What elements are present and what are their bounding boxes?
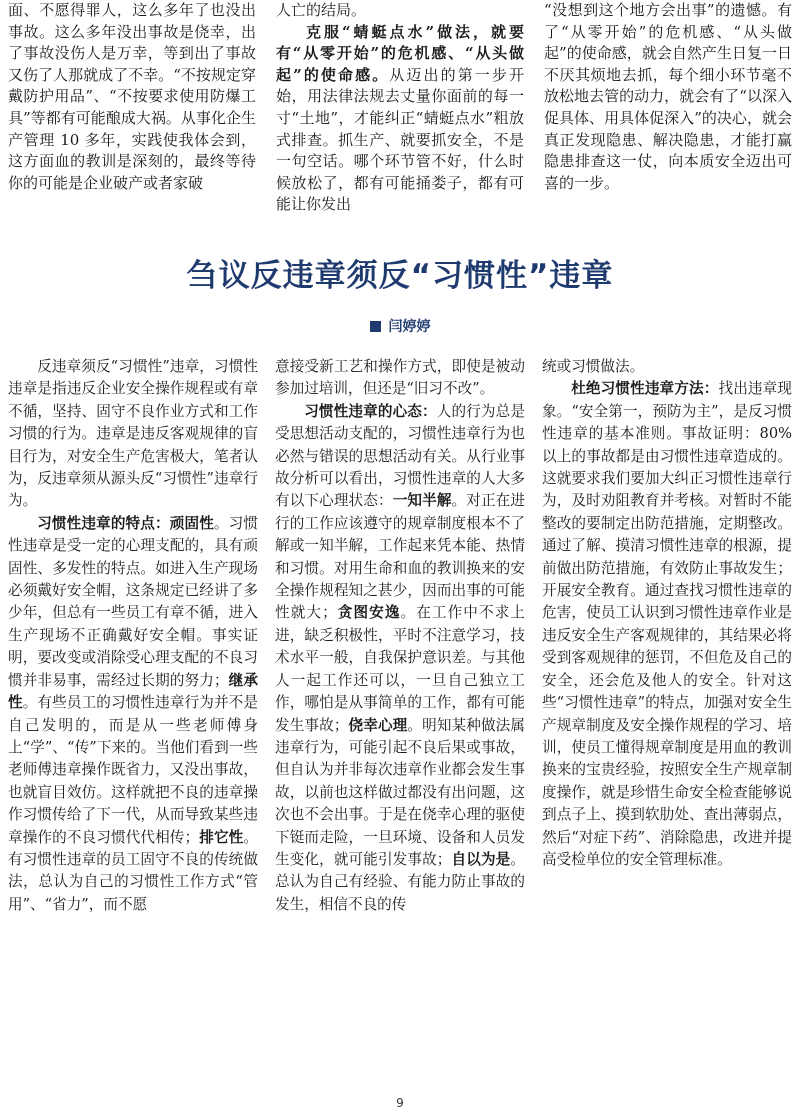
paragraph: 反违章须反“习惯性”违章，习惯性违章是指违反企业安全操作规程或有章不循，坚持、固守不良作业方式和工作习惯的行为。违章是违反客观规律的盲目行为，对安全生产危害极大，笔者认为，反违章须从源头反“习惯性”违章行为。 — [8, 358, 258, 510]
author-name: 闫婷婷 — [388, 319, 431, 335]
author-byline — [0, 316, 800, 336]
paragraph: 人亡的结局。 — [276, 1, 367, 19]
article-column-3 — [542, 356, 792, 1096]
page-number: 9 — [396, 1096, 404, 1110]
article-column-1 — [8, 356, 258, 1096]
article-column-2 — [275, 356, 525, 1096]
bold-lead: 克服“蜻蜓点水”做法，就要有“从零开始”的危机感、“从头做起”的使命感。 — [276, 22, 524, 84]
square-bullet-icon — [370, 321, 381, 332]
top-column-1 — [8, 0, 256, 238]
paragraph: 习惯性违章的特点：顽固性。习惯性违章是受一定的心理支配的，具有顽固性、多发性的特点。如进入生产现场必须戴好安全帽，这条规定已经讲了多少年，但总有一些员工有章不循，进入生产现场不正确戴好安全帽。事实证明，要改变或消除受心理支配的不良习惯并非易事，需经过长期的努力；继承性。有些员工的习惯性违章行为并不是自己发明的，而是从一些老师傅身上“学”、“传”下来的。当他们看到一些老师傅违章操作既省力，又没出事故，也就盲目效仿。这样就把不良的违章操作习惯传给了下一代，从而导致某些违章操作的不良习惯代代相传；排它性。有习惯性违章的员工固守不良的传统做法，总认为自己的习惯性工作方式“管用”、“省力”，而不愿 — [8, 514, 258, 913]
article-body — [8, 356, 792, 1096]
paragraph: 意接受新工艺和操作方式，即使是被动参加过培训，但还是“旧习不改”。 — [275, 358, 525, 398]
paragraph: 习惯性违章的心态：人的行为总是受思想活动支配的，习惯性违章行为也必然与错误的思想活动有关。从行业事故分析可以看出，习惯性违章的人大多有以下心理状态：一知半解。对正在进行的工作应该遵守的规章制度根本不了解或一知半解，工作起来凭本能、热情和习惯。对用生命和血的教训换来的安全操作规程知之甚少，因而出事的可能性就大；贪图安逸。在工作中不求上进，缺乏积极性，平时不注意学习，技术水平一般，自我保护意识差。与其他人一起工作还可以，一旦自己独立工作，哪怕是从事简单的工作，都有可能发生事故；侥幸心理。明知某种做法属违章行为，可能引起不良后果或事故，但自认为并非每次违章作业都会发生事故，以前也这样做过都没有出问题，这次也不会出事。于是在侥幸心理的驱使下铤而走险，一旦环境、设备和人员发生变化，就可能引发事故；自以为是。总认为自己有经验、有能力防止事故的发生，相信不良的传 — [275, 402, 525, 913]
previous-article-continuation — [8, 0, 792, 238]
top-column-3 — [544, 0, 792, 238]
paragraph: 统或习惯做法。 — [542, 358, 645, 375]
paragraph: 杜绝习惯性违章方法：找出违章现象。“安全第一，预防为主”，是反习惯性违章的基本准则。事故证明：80%以上的事故都是由习惯性违章造成的。这就要求我们要加大纠正习惯性违章行为，及时劝阻教育并考核。对暂时不能整改的要制定出防范措施，定期整改。通过了解、摸清习惯性违章的根源，提前做出防范措施，有效防止事故发生；开展安全教育。通过查找习惯性违章的危害，使员工认识到习惯性违章作业是违反安全生产客观规律的，其结果必将受到客观规律的惩罚，不但危及自己的安全，还会危及他人的安全。针对这些“习惯性违章”的特点，加强对安全生产规章制度及安全操作规程的学习、培训，使员工懂得规章制度是用血的教训换来的宝贵经验，按照安全生产规章制度操作，就是珍惜生命安全检查能够说到点子上、摸到软肋处、查出薄弱点，然后“对症下药”、消除隐患，改进并提高受检单位的安全管理标准。 — [542, 380, 792, 868]
paragraph: “没想到这个地方会出事”的遗憾。有了“从零开始”的危机感、“从头做起”的使命感，就会自然产生日复一日不厌其烦地去抓，每个细小环节毫不放松地去管的动力，就会有了“以深入促具体、用具体促深入”的决心，就会真正发现隐患、解决隐患，才能打赢隐患排查这一仗，向本质安全迈出可喜的一步。 — [544, 1, 792, 192]
article-title: 刍议反违章须反“习惯性”违章 — [186, 258, 614, 294]
top-column-2 — [276, 0, 524, 238]
paragraph: 面、不愿得罪人，这么多年了也没出事故。这么多年没出事故是侥幸，出了事故没伤人是万幸，等到出了事故又伤了人那就成了不幸。“不按规定穿戴防护用品”、“不按要求使用防爆工具”等都有可能酿成大祸。从事化企生产管理 10 多年，实践使我体会到，这方面血的教训是深刻的，最终等待你的可能是企业破产或者家破 — [8, 1, 256, 192]
paragraph: 克服“蜻蜓点水”做法，就要有“从零开始”的危机感、“从头做起”的使命感。从迈出的第一步开始，用法律法规去丈量你面前的每一寸“土地”，才能纠正“蜻蜓点水”粗放式排查。抓生产、就要抓安全，不是一句空话。哪个环节管不好，什么时候放松了，都有可能捅娄子，都有可能让你发出 — [276, 22, 524, 214]
